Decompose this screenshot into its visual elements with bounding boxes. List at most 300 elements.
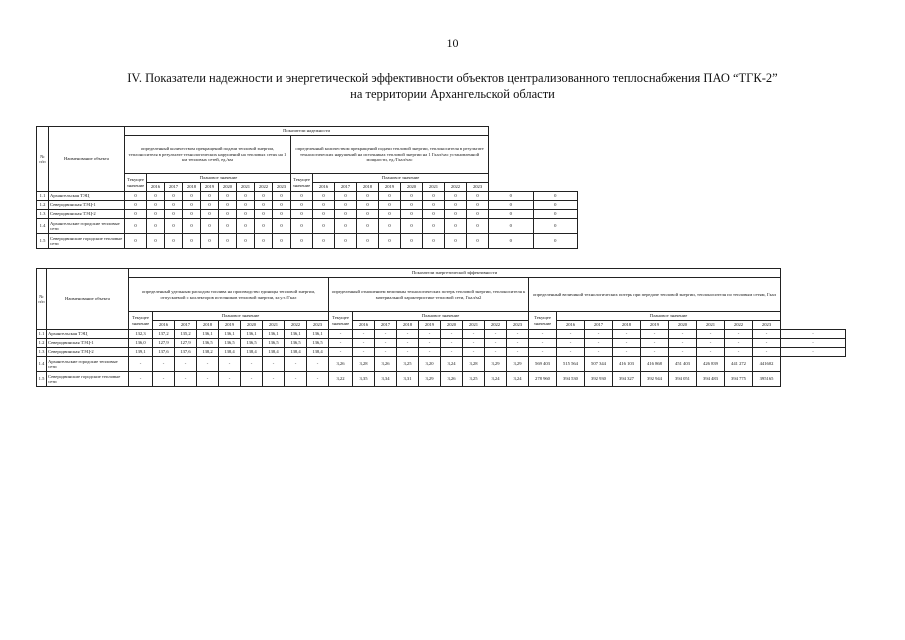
value-cell: 392 930	[585, 372, 613, 387]
value-cell: 3,28	[463, 357, 485, 372]
value-cell: 0	[467, 192, 489, 201]
value-cell: 0	[401, 201, 423, 210]
value-cell: 136,1	[241, 330, 263, 339]
value-cell: -	[129, 357, 153, 372]
header-current: Текущее значение	[129, 312, 153, 330]
value-cell: 3,29	[485, 357, 507, 372]
value-cell: 0	[291, 219, 313, 234]
value-cell: -	[529, 348, 557, 357]
value-cell: -	[375, 339, 397, 348]
value-cell: 0	[183, 234, 201, 249]
year-header: 2023	[507, 321, 529, 330]
object-name: Северодвинская ТЭЦ-2	[49, 210, 125, 219]
value-cell: -	[441, 348, 463, 357]
value-cell: -	[153, 372, 175, 387]
value-cell: -	[753, 330, 781, 339]
value-cell: 0	[489, 234, 533, 249]
value-cell: -	[463, 330, 485, 339]
value-cell: 0	[357, 192, 379, 201]
header-plan: Плановое значение	[557, 312, 781, 321]
value-cell: 0	[183, 219, 201, 234]
header-no: № п/п	[37, 127, 49, 192]
year-header: 2020	[401, 183, 423, 192]
value-cell: -	[307, 357, 329, 372]
value-cell: -	[241, 372, 263, 387]
value-cell: -	[219, 357, 241, 372]
value-cell: -	[485, 330, 507, 339]
value-cell: 0	[533, 201, 577, 210]
value-cell: 0	[335, 201, 357, 210]
value-cell: 0	[219, 210, 237, 219]
value-cell: -	[641, 339, 669, 348]
value-cell: 136,1	[219, 330, 241, 339]
value-cell: -	[753, 348, 781, 357]
value-cell: -	[241, 357, 263, 372]
table-row	[37, 357, 846, 372]
value-cell: 0	[313, 219, 335, 234]
value-cell: 0	[237, 210, 255, 219]
value-cell: -	[153, 357, 175, 372]
year-header: 2017	[175, 321, 197, 330]
header-current: Текущее значение	[291, 174, 313, 192]
value-cell: -	[441, 330, 463, 339]
year-header: 2022	[725, 321, 753, 330]
value-cell: 0	[165, 210, 183, 219]
value-cell: 0	[201, 201, 219, 210]
value-cell: 0	[291, 201, 313, 210]
header-c: определенный величиной технологических потерь при передаче тепловой энергии, теплоносителя по тепловым сетям, Гкал	[529, 278, 781, 312]
value-cell: 0	[357, 201, 379, 210]
row-number: 1.4	[37, 357, 47, 372]
value-cell: -	[613, 339, 641, 348]
value-cell: 3,29	[507, 357, 529, 372]
value-cell: 136,5	[241, 339, 263, 348]
year-header: 2017	[585, 321, 613, 330]
value-cell: 138,2	[197, 348, 219, 357]
table-row	[37, 192, 578, 201]
value-cell: 3,24	[507, 372, 529, 387]
year-header: 2021	[697, 321, 725, 330]
value-cell: 0	[357, 219, 379, 234]
value-cell: 0	[313, 210, 335, 219]
value-cell: 0	[533, 210, 577, 219]
value-cell: 394 051	[669, 372, 697, 387]
value-cell: 3,22	[329, 372, 353, 387]
value-cell: -	[375, 348, 397, 357]
value-cell: 451 403	[669, 357, 697, 372]
row-number: 1.4	[37, 219, 49, 234]
value-cell: 0	[313, 192, 335, 201]
reliability-table	[36, 126, 578, 249]
value-cell: 0	[533, 234, 577, 249]
value-cell: 136,5	[219, 339, 241, 348]
value-cell: 0	[291, 210, 313, 219]
row-number: 1.5	[37, 234, 49, 249]
value-cell: -	[613, 348, 641, 357]
header-plan: Плановое значение	[353, 312, 529, 321]
value-cell: 136,1	[285, 330, 307, 339]
value-cell: -	[353, 339, 375, 348]
year-header: 2020	[441, 321, 463, 330]
year-header: 2016	[313, 183, 335, 192]
value-cell: 136,5	[307, 339, 329, 348]
value-cell: 569 403	[529, 357, 557, 372]
header-name: Наименование объекта	[47, 269, 129, 330]
title-line-1: IV. Показатели надежности и энергетической эффективности объектов централизованного теплоснабжения ПАО “ТГК-2”	[127, 71, 778, 85]
year-header: 2019	[641, 321, 669, 330]
table-row	[37, 339, 846, 348]
year-header: 2018	[357, 183, 379, 192]
value-cell: 0	[467, 201, 489, 210]
value-cell: 3,24	[485, 372, 507, 387]
value-cell: 138,4	[219, 348, 241, 357]
year-header: 2023	[273, 183, 291, 192]
object-name: Северодвинская ТЭЦ-1	[47, 339, 129, 348]
value-cell: 136,5	[263, 339, 285, 348]
row-number: 1.2	[37, 201, 49, 210]
value-cell: 0	[147, 192, 165, 201]
value-cell: 0	[467, 219, 489, 234]
value-cell: 0	[379, 234, 401, 249]
header-plan: Плановое значение	[153, 312, 329, 321]
value-cell: 0	[219, 219, 237, 234]
value-cell: -	[781, 339, 846, 348]
value-cell: -	[557, 339, 585, 348]
value-cell: 0	[125, 192, 147, 201]
value-cell: -	[557, 348, 585, 357]
value-cell: 3,34	[375, 372, 397, 387]
header-group: Показатели энергетической эффективности	[129, 269, 781, 278]
value-cell: 3,31	[397, 372, 419, 387]
value-cell: 138,4	[241, 348, 263, 357]
value-cell: 0	[379, 192, 401, 201]
row-number: 1.3	[37, 348, 47, 357]
year-header: 2019	[419, 321, 441, 330]
year-header: 2019	[219, 321, 241, 330]
header-group: Показатели надежности	[125, 127, 489, 136]
value-cell: 0	[147, 234, 165, 249]
value-cell: 0	[147, 210, 165, 219]
value-cell: -	[197, 372, 219, 387]
value-cell: -	[441, 339, 463, 348]
value-cell: -	[285, 372, 307, 387]
value-cell: 0	[489, 219, 533, 234]
value-cell: 3,29	[419, 372, 441, 387]
object-name: Архангельские городские тепловые сети	[47, 357, 129, 372]
value-cell: 0	[165, 219, 183, 234]
value-cell: 136,1	[263, 330, 285, 339]
header-a: определенный количеством прекращений подачи тепловой энергии, теплоносителя в результате технологических нарушений на тепловых сетях на 1 км тепловых сетей, ед./км	[125, 136, 291, 174]
table-row	[37, 210, 578, 219]
value-cell: 3,26	[329, 357, 353, 372]
value-cell: 0	[237, 234, 255, 249]
value-cell: 392 944	[641, 372, 669, 387]
value-cell: -	[507, 339, 529, 348]
value-cell: -	[329, 339, 353, 348]
value-cell: 0	[489, 210, 533, 219]
value-cell: 0	[313, 234, 335, 249]
value-cell: 416 868	[641, 357, 669, 372]
value-cell: -	[197, 357, 219, 372]
value-cell: -	[529, 330, 557, 339]
year-header: 2020	[241, 321, 263, 330]
value-cell: 0	[237, 192, 255, 201]
year-header: 2023	[753, 321, 781, 330]
value-cell: 0	[291, 192, 313, 201]
value-cell: 3,24	[441, 357, 463, 372]
value-cell: -	[175, 357, 197, 372]
value-cell: 394 483	[697, 372, 725, 387]
value-cell: -	[397, 339, 419, 348]
value-cell: -	[613, 330, 641, 339]
value-cell: -	[585, 339, 613, 348]
table-row	[37, 330, 846, 339]
value-cell: -	[463, 348, 485, 357]
value-cell: 394 775	[725, 372, 753, 387]
value-cell: -	[419, 339, 441, 348]
value-cell: -	[419, 348, 441, 357]
value-cell: 0	[125, 234, 147, 249]
object-name: Северодвинские городские тепловые сети	[47, 372, 129, 387]
value-cell: 0	[219, 201, 237, 210]
value-cell: 0	[533, 219, 577, 234]
value-cell: 0	[357, 210, 379, 219]
table-row	[37, 201, 578, 210]
year-header: 2018	[183, 183, 201, 192]
object-name: Архангельская ТЭЦ	[47, 330, 129, 339]
year-header: 2019	[201, 183, 219, 192]
value-cell: 0	[201, 192, 219, 201]
year-header: 2017	[165, 183, 183, 192]
year-header: 2022	[485, 321, 507, 330]
value-cell: -	[697, 348, 725, 357]
value-cell: 0	[423, 210, 445, 219]
value-cell: 0	[467, 234, 489, 249]
year-header: 2021	[237, 183, 255, 192]
header-current: Текущее значение	[125, 174, 147, 192]
value-cell: -	[463, 339, 485, 348]
value-cell: 0	[401, 210, 423, 219]
value-cell: -	[669, 348, 697, 357]
value-cell: 3,25	[397, 357, 419, 372]
value-cell: 0	[255, 201, 273, 210]
value-cell: -	[697, 339, 725, 348]
value-cell: -	[329, 348, 353, 357]
year-header: 2019	[379, 183, 401, 192]
value-cell: 0	[183, 210, 201, 219]
table-row	[37, 348, 846, 357]
value-cell: 0	[445, 192, 467, 201]
value-cell: 137,6	[175, 348, 197, 357]
value-cell: 0	[125, 201, 147, 210]
value-cell: 0	[423, 201, 445, 210]
value-cell: -	[725, 339, 753, 348]
header-b: определенный отношением величины технологических потерь тепловой энергии, теплоносителя к материальной характеристике тепловой сети, Гкал/м2	[329, 278, 529, 312]
page-title	[60, 70, 845, 102]
row-number: 1.2	[37, 339, 47, 348]
value-cell: 0	[423, 192, 445, 201]
value-cell: 3,35	[353, 372, 375, 387]
value-cell: 135,2	[175, 330, 197, 339]
value-cell: 136,1	[197, 330, 219, 339]
value-cell: 0	[379, 201, 401, 210]
value-cell: 0	[423, 219, 445, 234]
value-cell: -	[753, 339, 781, 348]
value-cell: 138,4	[307, 348, 329, 357]
value-cell: 0	[201, 219, 219, 234]
value-cell: 0	[335, 210, 357, 219]
value-cell: 132,3	[129, 330, 153, 339]
year-header: 2020	[219, 183, 237, 192]
table-row	[37, 234, 578, 249]
value-cell: 3,20	[419, 357, 441, 372]
row-number: 1.5	[37, 372, 47, 387]
value-cell: -	[419, 330, 441, 339]
value-cell: 0	[335, 234, 357, 249]
value-cell: -	[507, 348, 529, 357]
value-cell: 138,4	[285, 348, 307, 357]
year-header: 2022	[285, 321, 307, 330]
year-header: 2018	[397, 321, 419, 330]
value-cell: 0	[147, 219, 165, 234]
value-cell: -	[263, 372, 285, 387]
object-name: Северодвинская ТЭЦ-2	[47, 348, 129, 357]
value-cell: 0	[255, 192, 273, 201]
value-cell: 0	[291, 234, 313, 249]
year-header: 2023	[307, 321, 329, 330]
value-cell: 0	[219, 234, 237, 249]
value-cell: -	[669, 339, 697, 348]
value-cell: 0	[273, 219, 291, 234]
value-cell: 0	[255, 210, 273, 219]
value-cell: 0	[183, 192, 201, 201]
value-cell: 0	[533, 192, 577, 201]
value-cell: 0	[401, 219, 423, 234]
value-cell: -	[353, 348, 375, 357]
page-number: 10	[446, 36, 459, 50]
value-cell: 3,25	[463, 372, 485, 387]
value-cell: 0	[273, 210, 291, 219]
value-cell: -	[507, 330, 529, 339]
value-cell: 137,2	[153, 330, 175, 339]
value-cell: 416 103	[613, 357, 641, 372]
value-cell: -	[641, 348, 669, 357]
value-cell: 395165	[753, 372, 781, 387]
value-cell: 394 327	[613, 372, 641, 387]
value-cell: -	[697, 330, 725, 339]
value-cell: 278 960	[529, 372, 557, 387]
object-name: Архангельские городские тепловые сети	[49, 219, 125, 234]
value-cell: 0	[273, 192, 291, 201]
value-cell: 0	[183, 201, 201, 210]
value-cell: 0	[379, 219, 401, 234]
year-header: 2022	[445, 183, 467, 192]
header-b: определенный количеством прекращений подачи тепловой энергии, теплоносителя в результате технологических нарушений на источниках тепловой энергии на 1 Гкал/час установленной мощности, ед./Гкал/час	[291, 136, 489, 174]
efficiency-table	[36, 268, 846, 387]
value-cell: 136,0	[129, 339, 153, 348]
value-cell: -	[353, 330, 375, 339]
header-name: Наименование объекта	[49, 127, 125, 192]
value-cell: -	[529, 339, 557, 348]
value-cell: -	[175, 372, 197, 387]
value-cell: 0	[423, 234, 445, 249]
year-header: 2016	[353, 321, 375, 330]
value-cell: 441 272	[725, 357, 753, 372]
value-cell: 0	[273, 201, 291, 210]
value-cell: -	[485, 339, 507, 348]
year-header: 2022	[255, 183, 273, 192]
object-name: Архангельская ТЭЦ	[49, 192, 125, 201]
value-cell: 0	[219, 192, 237, 201]
object-name: Северодвинская ТЭЦ-1	[49, 201, 125, 210]
title-line-2: на территории Архангельской области	[350, 87, 555, 101]
object-name: Северодвинские городские тепловые сети	[49, 234, 125, 249]
value-cell: -	[557, 330, 585, 339]
header-plan: Плановое значение	[147, 174, 291, 183]
value-cell: -	[129, 372, 153, 387]
value-cell: 0	[445, 234, 467, 249]
value-cell: 426 839	[697, 357, 725, 372]
header-a: определенный удельным расходом топлива на производство единицы тепловой энергии, отпускаемой с коллекторов источников тепловой энергии, кг.у.т./Гкал	[129, 278, 329, 312]
value-cell: 0	[445, 210, 467, 219]
year-header: 2017	[375, 321, 397, 330]
value-cell: 0	[401, 234, 423, 249]
value-cell: 136,1	[307, 330, 329, 339]
value-cell: 441602	[753, 357, 781, 372]
value-cell: 0	[489, 192, 533, 201]
value-cell: 0	[125, 210, 147, 219]
value-cell: -	[307, 372, 329, 387]
value-cell: 0	[165, 234, 183, 249]
value-cell: 0	[335, 219, 357, 234]
value-cell: 127,9	[153, 339, 175, 348]
value-cell: -	[285, 357, 307, 372]
value-cell: 0	[255, 219, 273, 234]
value-cell: -	[485, 348, 507, 357]
value-cell: -	[725, 348, 753, 357]
year-header: 2023	[467, 183, 489, 192]
header-current: Текущее значение	[329, 312, 353, 330]
value-cell: 0	[357, 234, 379, 249]
value-cell: 0	[237, 201, 255, 210]
value-cell: -	[397, 348, 419, 357]
value-cell: 3,26	[441, 372, 463, 387]
year-header: 2016	[153, 321, 175, 330]
year-header: 2016	[147, 183, 165, 192]
value-cell: -	[781, 330, 846, 339]
value-cell: 0	[379, 210, 401, 219]
year-header: 2020	[669, 321, 697, 330]
value-cell: 0	[335, 192, 357, 201]
value-cell: -	[219, 372, 241, 387]
row-number: 1.1	[37, 192, 49, 201]
value-cell: 507 344	[585, 357, 613, 372]
value-cell: -	[263, 357, 285, 372]
header-no: № п/п	[37, 269, 47, 330]
year-header: 2021	[263, 321, 285, 330]
value-cell: 138,4	[263, 348, 285, 357]
header-plan: Плановое значение	[313, 174, 489, 183]
value-cell: 515 564	[557, 357, 585, 372]
value-cell: -	[781, 348, 846, 357]
row-number: 1.1	[37, 330, 47, 339]
value-cell: -	[641, 330, 669, 339]
value-cell: 136,5	[197, 339, 219, 348]
value-cell: 0	[445, 219, 467, 234]
value-cell: 136,5	[285, 339, 307, 348]
value-cell: -	[329, 330, 353, 339]
year-header: 2016	[557, 321, 585, 330]
